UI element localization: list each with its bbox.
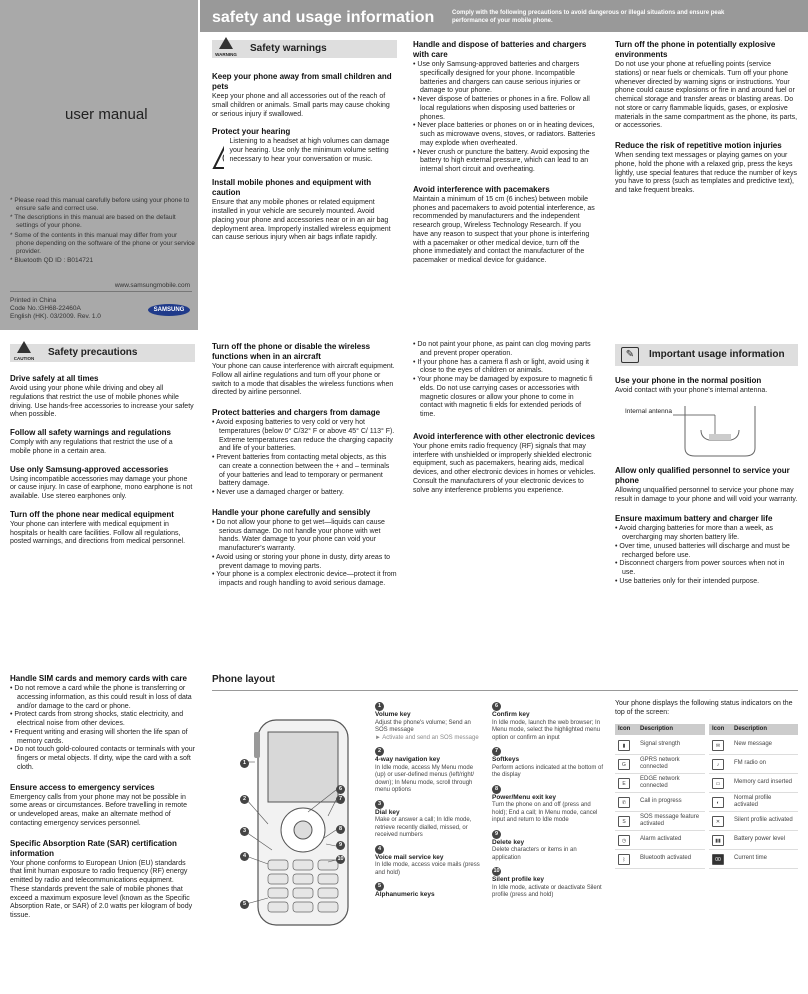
note-icon: ✎ <box>621 347 639 363</box>
edition: English (HK). 03/2009. Rev. 1.0 <box>10 313 101 321</box>
section-heading: Allow only qualified personnel to service your phone <box>615 465 790 485</box>
callout-10: 10 <box>337 856 344 862</box>
section-text: Avoid contact with your phone's internal antenna. <box>615 387 768 394</box>
normal-profile-icon: ◐ <box>712 797 724 808</box>
signal-icon: ▮ <box>618 740 630 751</box>
section-heading: Turn off the phone in potentially explosive environments <box>615 40 776 59</box>
bluetooth-icon: ᛒ <box>618 854 630 865</box>
call-icon: ✆ <box>618 797 630 808</box>
section-text: Do not use your phone at refuelling points (service stations) or near fuels or chemicals. Turn off your phone whenever directed by warning signs or instructions. Your phone could cause explosions or fire in and around fuel or chemical storage and transfer areas or blasting areas. Do not store or carry flammable liquids, gases, or explosive materials in the same compartment as the phone, its parts, or accessories. <box>615 61 798 130</box>
list-item: • Frequent writing and erasing will shorten the life span of memory cards. <box>10 729 195 747</box>
section-text: Ensure that any mobile phones or related equipment installed in your vehicle are securely mounted. Avoid placing your phone and accessories near or in an air bag deployment area. Improperly installed wireless equipment can cause serious injury when air bags inflate rapidly. <box>212 199 391 242</box>
important-info-bar <box>615 344 798 366</box>
section-text: Allowing unqualified personnel to service your phone may result in damage to your phone and will void your warranty. <box>615 486 798 503</box>
list-item: • Never use a damaged charger or battery. <box>212 489 397 498</box>
safety-warnings-bar <box>212 40 397 58</box>
desc-header: Description <box>637 724 705 736</box>
samsung-logo: SAMSUNG <box>148 304 190 316</box>
section-text: Your phone emits radio frequency (RF) signals that may interfere with unshielded or improperly shielded electronic equipment, such as pacemakers, hearing aids, medical devices, and other electronic devices in homes or vehicles. Consult the manufacturers of your electronic devices to solve any interference problems you experience. <box>413 442 596 494</box>
section-heading: Handle and dispose of batteries and chargers with care <box>413 40 587 59</box>
explosive-column <box>615 34 798 196</box>
table-row: ◐ Normal profile activated <box>709 793 798 812</box>
callout-8: 8 <box>336 825 345 834</box>
safety-precautions-column <box>10 344 195 547</box>
cover-panel <box>0 0 198 330</box>
safety-warnings-column <box>212 40 397 243</box>
section-heading: Protect your hearing <box>212 127 291 137</box>
key-item: 7 Softkeys Perform actions indicated at the bottom of the display <box>492 748 604 778</box>
antenna-label: Internal antenna <box>625 407 672 415</box>
section-heading: Ensure access to emergency services <box>10 782 155 792</box>
key-item: 10 Silent profile key In Idle mode, activate or deactivate Silent profile (press and hold) <box>492 868 602 898</box>
important-column <box>615 344 798 587</box>
callout-5: 5 <box>240 900 249 909</box>
key-item: 4 Voice mail service key In Idle mode, access voice mails (press and hold) <box>375 845 480 876</box>
safety-precautions-label: Safety precautions <box>48 346 138 358</box>
section-heading: Keep your phone away from small children and pets <box>212 72 392 91</box>
battery-icon: ▮▮ <box>712 835 724 846</box>
callout-2: 2 <box>240 795 249 804</box>
table-row: ▭ Memory card inserted <box>709 774 798 793</box>
list-item: • Avoid using or storing your phone in dusty, dirty areas to prevent damage to moving parts. <box>212 554 397 572</box>
key-item: 8 Power/Menu exit key Turn the phone on and off (press and hold); End a call; In Menu mode, cancel input and return to Idle mode <box>492 785 598 823</box>
caution-icon: CAUTION <box>10 341 38 365</box>
hearing-warning-icon <box>212 138 224 170</box>
section-text: Your phone conforms to European Union (EU) standards that limit human exposure to radio frequency (RF) energy emitted by radio and telecommunications equipment. These standards prevent the sale of mobile phones that exceed a maximum exposure level (known as the Specific Absorption Rate, or SAR) of 2.0 watts per kilogram of body tissue. <box>10 859 193 919</box>
table-row: ✉ New message <box>709 736 798 755</box>
callout-4: 4 <box>240 852 249 861</box>
safety-warnings-label: Safety warnings <box>250 42 327 54</box>
table-row: ◷ Alarm activated <box>615 831 705 850</box>
section-text: Avoid using your phone while driving and obey all regulations that restrict the use of mobile phones while driving. Use hands-free accessories to increase your safety when possible. <box>10 385 194 419</box>
list-item: • Over time, unused batteries will discharge and must be recharged before use. <box>615 543 798 561</box>
website-url: www.samsungmobile.com <box>114 282 190 289</box>
cover-note: * Some of the contents in this manual may differ from your phone depending on the software of the phone or your service provider. <box>10 231 195 255</box>
cover-divider <box>10 291 192 292</box>
cover-note: * Please read this manual carefully before using your phone to ensure safe and correct use. <box>10 197 190 213</box>
section-heading: Install mobile phones and equipment with caution <box>212 178 372 198</box>
callout-7: 7 <box>336 795 345 804</box>
status-table-a <box>615 724 705 870</box>
key-item: 3 Dial key Make or answer a call; In Idle mode, retrieve recently dialled, missed, or received numbers <box>375 800 472 838</box>
print-info <box>10 297 101 321</box>
phone-antenna-illustration <box>615 396 798 462</box>
section-heading: Follow all safety warnings and regulations <box>10 428 171 437</box>
section-text: Maintain a minimum of 15 cm (6 inches) between mobile phones and pacemakers to avoid potential interference, as recommended by manufacturers and the independent research group, Wireless Technology Research. If you have any reason to suspect that your phone is interfering with a pacemaker or other medical device, turn off the phone immediately and contact the manufacturer of the pacemaker or medical device for guidance. <box>413 195 595 264</box>
icon-header: Icon <box>709 724 731 736</box>
list-item: • If your phone has a camera fl ash or light, avoid using it close to the eyes of children or animals. <box>413 359 598 377</box>
edge-icon: E <box>618 778 630 789</box>
printed-in: Printed in China <box>10 297 57 304</box>
layout-divider <box>212 690 798 691</box>
section-text: Emergency calls from your phone may not be possible in some areas or circumstances. Before travelling in remote or undeveloped areas, make an alternate method of contacting emergency services personnel. <box>10 793 188 827</box>
header-subtitle: Comply with the following precautions to avoid dangerous or illegal situations and ensure peak performance of your mobile phone. <box>452 10 725 24</box>
section-text: Keep your phone and all accessories out of the reach of small children or animals. Small parts may cause choking or serious injury if swallowed. <box>212 93 390 118</box>
list-item: • Do not allow your phone to get wet—liquids can cause serious damage. Do not handle your phone with wet hands. Water damage to your phone can void your manufacturer's warranty. <box>212 519 397 554</box>
section-text: Using incompatible accessories may damage your phone or cause injury. In case of earphone, mono earphone is not available. Use stereo earphones only. <box>10 475 193 500</box>
list-item: • Never dispose of batteries or phones in a fire. Follow all local regulations when disposing used batteries or phones. <box>413 96 598 122</box>
antenna-diagram <box>615 396 798 462</box>
aircraft-column <box>212 336 397 589</box>
list-item: • Your phone may be damaged by exposure to magnetic fi elds. Do not use carrying cases or accessories with magnetic closures or allow your phone to come in contact with magnetic fi elds for extended periods of time. <box>413 376 598 420</box>
section-heading: Handle SIM cards and memory cards with care <box>10 674 187 683</box>
section-text: Your phone can cause interference with aircraft equipment. Follow all airline regulations and turn off your phone or switch to a mode that disables the wireless functions when directed by airline personnel. <box>212 363 395 397</box>
list-item: • Avoid exposing batteries to very cold or very hot temperatures (below 0° C/32° F or above 45° C/ 113° F). Extreme temperatures can reduce the charging capacity and life of your batteries. <box>212 419 397 454</box>
user-manual-title: user manual <box>65 106 148 123</box>
section-heading: Specific Absorption Rate (SAR) certification information <box>10 838 177 858</box>
table-row: S SOS message feature activated <box>615 812 705 831</box>
new-message-icon: ✉ <box>712 740 724 751</box>
status-intro: Your phone displays the following status indicators on the top of the screen: <box>615 700 793 716</box>
table-row: G GPRS network connected <box>615 755 705 774</box>
list-item: • Your phone is a complex electronic device—protect it from impacts and rough handling to avoid serious damage. <box>212 571 397 589</box>
table-row: 00 Current time <box>709 850 798 869</box>
warning-icon: WARNING <box>212 37 240 61</box>
desc-header: Description <box>731 724 798 736</box>
callout-1: 1 <box>240 759 249 768</box>
list-item: • Disconnect chargers from power sources when not in use. <box>615 560 798 578</box>
list-item: • Use batteries only for their intended purpose. <box>615 578 798 587</box>
section-text: Listening to a headset at high volumes can damage your hearing. Use only the minimum volume setting necessary to hear your conversation or music. <box>229 138 390 163</box>
cover-note: * Bluetooth QD ID : B014721 <box>10 256 94 264</box>
key-item: 9 Delete key Delete characters or items in an application <box>492 830 577 861</box>
list-item: • Use only Samsung-approved batteries and chargers specifically designed for your phone. Incompatible batteries and chargers can cause serious injuries or damage to your phone. <box>413 61 598 96</box>
key-item: 2 4-way navigation key In Idle mode, access My Menu mode (up) or user-defined menus (left/right/ down); In Menu mode, scroll through menu options <box>375 748 475 793</box>
section-heading: Use only Samsung-approved accessories <box>10 464 169 474</box>
batteries-column <box>413 34 598 266</box>
cover-note: * The descriptions in this manual are based on the default settings of your phone. <box>10 214 176 230</box>
sos-icon: S <box>618 816 630 827</box>
table-row: ▮ Signal strength <box>615 736 705 755</box>
section-heading: Reduce the risk of repetitive motion injuries <box>615 141 782 150</box>
important-info-label: Important usage information <box>649 348 785 360</box>
silent-profile-icon: ✕ <box>712 816 724 827</box>
keys-list-b <box>492 702 604 905</box>
status-table-b <box>709 724 798 870</box>
section-text: Your phone can interfere with medical equipment in hospitals or health care facilities. Follow all regulations, posted warnings, and directions from medical personnel. <box>10 520 186 546</box>
section-heading: Turn off the phone near medical equipment <box>10 509 174 519</box>
table-row: ✆ Call in progress <box>615 793 705 812</box>
key-item: 1 Volume key Adjust the phone's volume; Send an SOS message ► Activate and send an SOS message <box>375 703 479 741</box>
list-item: • Never crush or puncture the battery. Avoid exposing the battery to high external pressure, which can lead to an internal short circuit and overheating. <box>413 149 598 175</box>
keys-list-a <box>375 702 485 905</box>
electronic-column <box>413 341 598 495</box>
section-heading: Avoid interference with pacemakers <box>413 184 550 194</box>
list-item: • Avoid charging batteries for more than a week, as overcharging may shorten battery life. <box>615 525 798 543</box>
key-item: 6 Confirm key In Idle mode, launch the web browser; In Menu mode, select the highlighted menu option or confirm an input <box>492 703 601 741</box>
safety-precautions-bar <box>10 344 195 362</box>
list-item: • Do not remove a card while the phone is transferring or accessing information, as this could result in loss of data and/or damage to the card or phone. <box>10 685 195 711</box>
alarm-icon: ◷ <box>618 835 630 846</box>
list-item: • Do not touch gold-coloured contacts or terminals with your fingers or metal objects. If dirty, wipe the card with a soft cloth. <box>10 746 195 772</box>
table-row: ▮▮ Battery power level <box>709 831 798 850</box>
sim-card-column <box>10 668 195 921</box>
callout-9: 9 <box>336 841 345 850</box>
header-title: safety and usage information <box>212 9 435 26</box>
clock-icon: 00 <box>712 854 724 865</box>
section-heading: Handle your phone carefully and sensibly <box>212 507 371 517</box>
table-row: E EDGE network connected <box>615 774 705 793</box>
section-heading: Ensure maximum battery and charger life <box>615 514 773 524</box>
fm-radio-icon: ♪ <box>712 759 724 770</box>
table-row: ᛒ Bluetooth activated <box>615 850 705 869</box>
list-item: • Prevent batteries from contacting metal objects, as this can create a connection between the + and – terminals of your batteries and lead to temporary or permanent battery damage. <box>212 454 397 489</box>
section-heading: Drive safely at all times <box>10 374 99 383</box>
callout-3: 3 <box>240 827 249 836</box>
list-item: • Do not paint your phone, as paint can clog moving parts and prevent proper operation. <box>413 341 598 359</box>
phone-layout-title: Phone layout <box>212 674 275 685</box>
icon-header: Icon <box>615 724 637 736</box>
key-item: 5 Alphanumeric keys <box>375 883 435 898</box>
list-item: • Never place batteries or phones on or in heating devices, such as microwave ovens, stoves, or radiators. Batteries may explode when overheated. <box>413 122 598 148</box>
callout-6: 6 <box>336 785 345 794</box>
list-item: • Protect cards from strong shocks, static electricity, and electrical noise from other devices. <box>10 711 195 729</box>
code-number: Code No.:GH68-22460A <box>10 305 81 313</box>
section-heading: Protect batteries and chargers from damage <box>212 408 381 417</box>
gprs-icon: G <box>618 759 630 770</box>
memory-card-icon: ▭ <box>712 778 724 789</box>
section-heading: Avoid interference with other electronic devices <box>413 431 595 441</box>
section-text: When sending text messages or playing games on your phone, hold the phone with a relaxed grip, press the keys lightly, use special features that reduce the number of keys you have to press (such as templates and predictive text), and take frequent breaks. <box>615 152 797 194</box>
cover-notes <box>10 197 195 266</box>
section-heading: Use your phone in the normal position <box>615 376 762 385</box>
table-row: ♪ FM radio on <box>709 755 798 774</box>
status-indicators <box>615 700 798 869</box>
section-heading: Turn off the phone or disable the wireless functions when in an aircraft <box>212 342 371 361</box>
table-row: ✕ Silent profile activated <box>709 812 798 831</box>
section-text: Comply with any regulations that restrict the use of a mobile phone in a certain area. <box>10 439 173 455</box>
